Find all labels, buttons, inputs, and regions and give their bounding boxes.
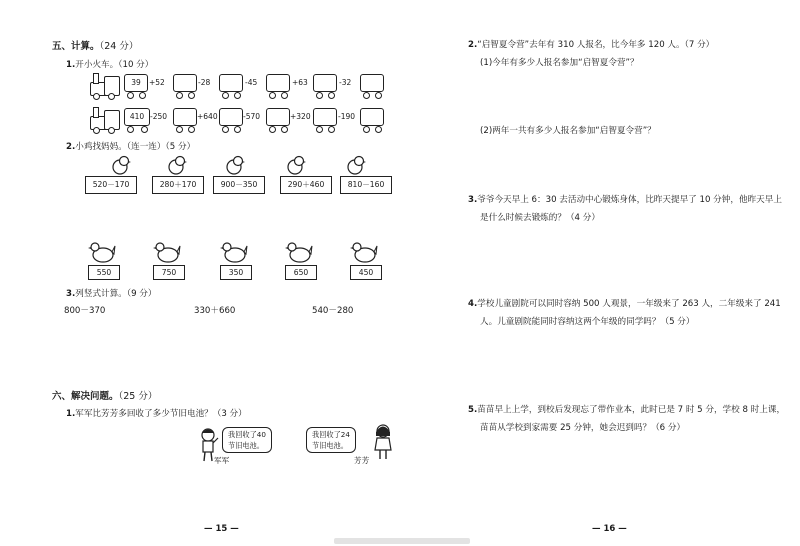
train-1-op-4: +63: [292, 78, 308, 87]
r-q5-line2: 苗苗从学校到家需要 25 分钟，她会迟到吗？（6 分）: [480, 423, 686, 433]
q3-prompt: [66, 287, 157, 299]
vertical-calc-1: 800－370: [64, 306, 106, 316]
r-q4-line2: 人。儿童剧院能同时容纳这两个年级的同学吗？（5 分）: [480, 317, 695, 327]
train-1-op-1: +52: [149, 78, 165, 87]
train-1-answer-car-4[interactable]: [313, 74, 337, 92]
chick-expression-5[interactable]: 810－160: [340, 176, 392, 194]
hen-icon: [350, 240, 378, 264]
r-q2-sub2: (2)两年一共有多少人报名参加“启智夏令营”？: [480, 126, 656, 136]
chick-icon: [110, 155, 132, 175]
name-fangfang: 芳芳: [354, 456, 370, 465]
girl-fangfang-figure: [372, 424, 394, 460]
q1-number: 1.: [66, 60, 76, 70]
chick-expression-2[interactable]: 280＋170: [152, 176, 204, 194]
train-1-answer-car-5[interactable]: [360, 74, 384, 92]
chick-expression-1[interactable]: 520－170: [85, 176, 137, 194]
train-2-op-5: -190: [338, 112, 356, 121]
r-q2-text: “启智夏令营”去年有 310 人报名，比今年多 120 人。（7 分）: [477, 40, 715, 50]
section-5-title: 五、计算。: [52, 41, 100, 52]
r-q4-text: 学校儿童剧院可以同时容纳 500 人观景，一年级来了 263 人，二年级来了 241: [477, 299, 781, 309]
bubble-right: 我回收了24 节旧电池。: [306, 427, 356, 453]
q6-1-text: 军军比芳芳多回收了多少节旧电池？（3 分）: [75, 409, 247, 419]
train-1-answer-car-1[interactable]: [173, 74, 197, 92]
section-5-heading: [52, 38, 138, 52]
r-q2-line1: [468, 38, 714, 50]
hen-value-3[interactable]: 350: [220, 265, 252, 280]
q6-1-prompt: [66, 407, 247, 419]
hen-icon: [88, 240, 116, 264]
chick-icon: [224, 155, 246, 175]
chick-icon: [285, 155, 307, 175]
train-2-op-3: -570: [243, 112, 261, 121]
r-q3-line2: 是什么时候去锻炼的？（4 分）: [480, 213, 600, 223]
hen-value-1[interactable]: 550: [88, 265, 120, 280]
q3-text: 列竖式计算。（9 分）: [75, 289, 157, 299]
hen-value-2[interactable]: 750: [153, 265, 185, 280]
page-number-16: — 16 —: [592, 524, 627, 534]
hen-icon: [220, 240, 248, 264]
q1-text: 开小火车。（10 分）: [75, 60, 154, 70]
r-q2-number: 2.: [468, 40, 478, 50]
chick-icon: [345, 155, 367, 175]
train-1-op-3: -45: [245, 78, 258, 87]
chick-expression-3[interactable]: 900－350: [213, 176, 265, 194]
scan-watermark: [334, 538, 470, 544]
q2-number: 2.: [66, 142, 76, 152]
hen-icon: [285, 240, 313, 264]
train-1-answer-car-3[interactable]: [266, 74, 290, 92]
name-junjun: 军军: [214, 456, 230, 465]
r-q4-number: 4.: [468, 299, 478, 309]
section-6-points: （25 分）: [118, 391, 158, 402]
train-1-op-5: -32: [339, 78, 352, 87]
section-5-points: （24 分）: [99, 41, 139, 52]
page-number-15: — 15 —: [204, 524, 239, 534]
r-q4-line1: [468, 297, 781, 309]
r-q5-text: 苗苗早上上学，到校后发现忘了带作业本，此时已是 7 时 5 分，学校 8 时上课，: [477, 405, 786, 415]
train-2-answer-car-2[interactable]: [219, 108, 243, 126]
vertical-calc-3: 540－280: [312, 306, 354, 316]
r-q3-number: 3.: [468, 195, 478, 205]
chick-icon: [166, 155, 188, 175]
train-1-op-2: -28: [198, 78, 211, 87]
r-q5-number: 5.: [468, 405, 478, 415]
train-1-answer-car-2[interactable]: [219, 74, 243, 92]
train-2-answer-car-5[interactable]: [360, 108, 384, 126]
r-q3-line1: [468, 193, 782, 205]
train-2-op-2: +640: [197, 112, 218, 121]
train-2-op-1: -250: [150, 112, 168, 121]
section-6-heading: [52, 388, 157, 402]
train-2-answer-car-4[interactable]: [313, 108, 337, 126]
train-2-answer-car-3[interactable]: [266, 108, 290, 126]
train-2-answer-car-1[interactable]: [173, 108, 197, 126]
r-q5-line1: [468, 403, 785, 415]
q1-prompt: [66, 58, 153, 70]
hen-value-4[interactable]: 650: [285, 265, 317, 280]
train-2-start-car: 410: [124, 108, 150, 126]
q3-number: 3.: [66, 289, 76, 299]
vertical-calc-2: 330＋660: [194, 306, 236, 316]
hen-icon: [153, 240, 181, 264]
q2-prompt: [66, 140, 195, 152]
r-q3-text: 爷爷今天早上 6：30 去活动中心锻炼身体，比昨天提早了 10 分钟，他昨天早上: [477, 195, 782, 205]
section-6-title: 六、解决问题。: [52, 391, 119, 402]
hen-value-5[interactable]: 450: [350, 265, 382, 280]
right-page: [400, 0, 800, 546]
bubble-left: 我回收了40 节旧电池。: [222, 427, 272, 453]
train-2-op-4: +320: [290, 112, 311, 121]
q6-1-number: 1.: [66, 409, 76, 419]
r-q2-sub1: (1)今年有多少人报名参加“启智夏令营”？: [480, 58, 639, 68]
q2-text: 小鸡找妈妈。（连一连）（5 分）: [75, 142, 196, 152]
chick-expression-4[interactable]: 290＋460: [280, 176, 332, 194]
train-1-start-car: 39: [124, 74, 148, 92]
